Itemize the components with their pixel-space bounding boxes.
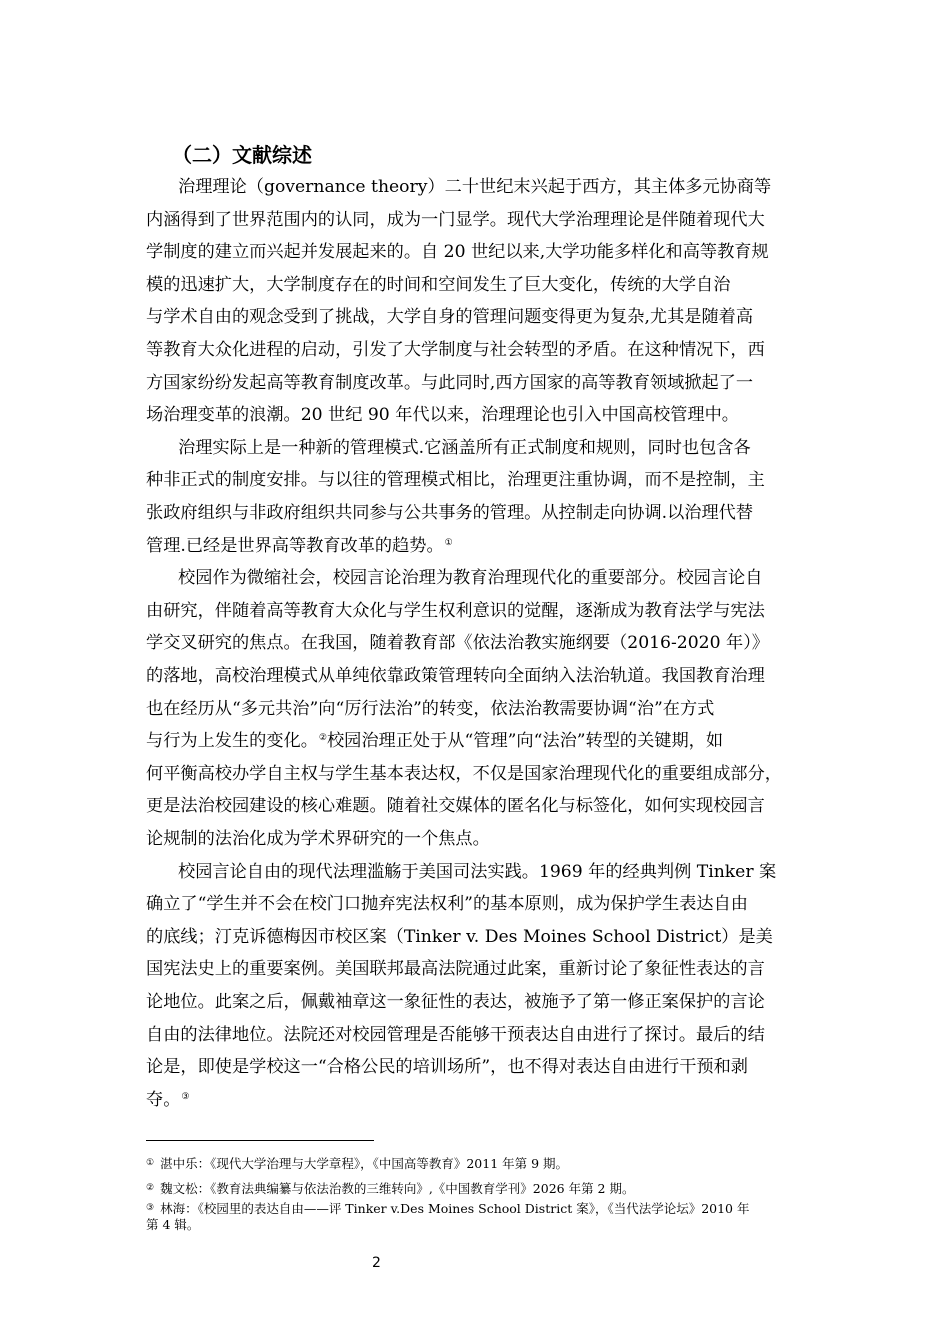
body-line-text: 校园作为微缩社会，校园言论治理为教育治理现代化的重要部分。校园言论自 <box>178 568 763 589</box>
footnote <box>146 1180 635 1200</box>
body-line <box>146 468 765 492</box>
body-line <box>146 762 782 786</box>
footnote-mark: ② <box>146 1183 155 1193</box>
footnote-text: 第 4 辑。 <box>146 1217 200 1232</box>
body-line-text: 论是，即使是学校这一“合格公民的培训场所”，也不得对表达自由进行干预和剥 <box>146 1057 748 1078</box>
footnote <box>146 1200 749 1220</box>
body-line-text: 夺。 <box>146 1089 181 1110</box>
body-line-text: 模的迅速扩大，大学制度存在的时间和空间发生了巨大变化，传统的大学自治 <box>146 274 731 295</box>
body-line <box>178 175 771 199</box>
body-line <box>178 436 751 460</box>
body-line <box>146 338 765 362</box>
body-line-text: 内涵得到了世界范围内的认同，成为一门显学。现代大学治理理论是伴随着现代大 <box>146 209 765 230</box>
body-line <box>146 664 765 688</box>
footnote-reference[interactable]: ① <box>444 537 453 548</box>
body-line-text: 方国家纷纷发起高等教育制度改革。与此同时,西方国家的高等教育领域掀起了一 <box>146 372 754 393</box>
body-line <box>146 990 765 1014</box>
body-line <box>146 240 769 264</box>
body-line <box>146 827 490 851</box>
footnote-mark: ① <box>146 1158 155 1168</box>
body-line-text: 校园言论自由的现代法理滥觞于美国司法实践。1969 年的经典判例 Tinker 案 <box>178 861 777 882</box>
footnote-text: 湛中乐：《现代大学治理与大学章程》，《中国高等教育》2011 年第 9 期。 <box>160 1156 569 1171</box>
footnote <box>146 1155 568 1175</box>
body-line-text: 等教育大众化进程的启动，引发了大学制度与社会转型的矛盾。在这种情况下，西 <box>146 340 765 360</box>
footnote-text: 林海：《校园里的表达自由——评 Tinker v.Des Moines School District 案》，《当代法学论坛》2010 年 <box>160 1201 750 1216</box>
body-line <box>146 1023 765 1047</box>
body-line <box>146 599 765 623</box>
body-line-text: 论地位。此案之后，佩戴袖章这一象征性的表达，被施予了第一修正案保护的言论 <box>146 992 765 1012</box>
body-line-text: 的底线；汀克诉德梅因市校区案（Tinker v. Des Moines School District）是美 <box>146 926 773 947</box>
footnote-reference[interactable]: ③ <box>181 1091 190 1102</box>
body-line <box>146 925 773 949</box>
footnote-mark: ③ <box>146 1203 155 1213</box>
body-line-text: 与学术自由的观念受到了挑战，大学自身的管理问题变得更为复杂,尤其是随着高 <box>146 307 754 328</box>
footnote-text: 魏文松：《教育法典编纂与依法治教的三维转向》,《中国教育学刊》2026 年第 2 期。 <box>160 1181 635 1196</box>
body-line <box>146 403 739 427</box>
body-line-text: 由研究，伴随着高等教育大众化与学生权利意识的觉醒，逐渐成为教育法学与宪法 <box>146 600 765 621</box>
body-line-text: 何平衡高校办学自主权与学生基本表达权，不仅是国家治理现代化的重要组成部分， <box>146 763 782 784</box>
body-line-text: 张政府组织与非政府组织共同参与公共事务的管理。从控制走向协调.以治理代替 <box>146 503 754 523</box>
body-line <box>146 1088 189 1115</box>
body-line <box>146 534 453 561</box>
body-line-text: 种非正式的制度安排。与以往的管理模式相比，治理更注重协调，而不是控制，主 <box>146 470 765 491</box>
body-line <box>146 208 765 232</box>
body-line <box>146 1055 748 1079</box>
body-line <box>146 273 730 297</box>
body-line-text: 管理.已经是世界高等教育改革的趋势。 <box>146 535 444 556</box>
footnote-divider <box>146 1140 374 1141</box>
footnote <box>146 1216 199 1233</box>
body-line-text: 自由的法律地位。法院还对校园管理是否能够干预表达自由进行了探讨。最后的结 <box>146 1024 765 1045</box>
footnote-reference[interactable]: ② <box>318 733 327 744</box>
body-line <box>146 631 769 655</box>
body-line-text: 学交叉研究的焦点。在我国，随着教育部《依法治教实施纲要（2016-2020 年）》 <box>146 633 769 654</box>
body-line <box>146 305 753 329</box>
section-heading: （二）文献综述 <box>172 143 312 167</box>
body-line <box>146 794 765 818</box>
body-line <box>146 501 753 525</box>
body-line <box>146 729 723 756</box>
body-line <box>146 371 753 395</box>
body-line-text: 国宪法史上的重要案例。美国联邦最高法院通过此案，重新讨论了象征性表达的言 <box>146 959 765 980</box>
body-line <box>146 957 765 981</box>
body-line <box>146 892 748 916</box>
body-line-text: 的落地，高校治理模式从单纯依靠政策管理转向全面纳入法治轨道。我国教育治理 <box>146 666 765 686</box>
body-line-text: 学制度的建立而兴起并发展起来的。自 20 世纪以来,大学功能多样化和高等教育规 <box>146 242 769 263</box>
body-line-text-continued: 校园治理正处于从“管理”向“法治”转型的关键期，如 <box>326 731 724 752</box>
page-number: 2 <box>372 1255 381 1271</box>
body-line-text: 治理理论（governance theory）二十世纪末兴起于西方，其主体多元协商等 <box>178 177 772 197</box>
body-line-text: 也在经历从“多元共治”向“厉行法治”的转变，依法治教需要协调“治”在方式 <box>146 698 715 719</box>
body-line-text: 场治理变革的浪潮。20 世纪 90 年代以来，治理理论也引入中国高校管理中。 <box>146 405 739 426</box>
body-line <box>178 860 776 884</box>
body-line <box>146 697 714 721</box>
body-line-text: 确立了“学生并不会在校门口抛弃宪法权利”的基本原则，成为保护学生表达自由 <box>146 894 748 915</box>
body-line-text: 论规制的法治化成为学术界研究的一个焦点。 <box>146 829 490 849</box>
body-line-text: 与行为上发生的变化。 <box>146 731 318 752</box>
body-line <box>178 566 762 590</box>
body-line-text: 更是法治校园建设的核心难题。随着社交媒体的匿名化与标签化，如何实现校园言 <box>146 796 765 817</box>
body-line-text: 治理实际上是一种新的管理模式.它涵盖所有正式制度和规则，同时也包含各 <box>178 437 751 458</box>
